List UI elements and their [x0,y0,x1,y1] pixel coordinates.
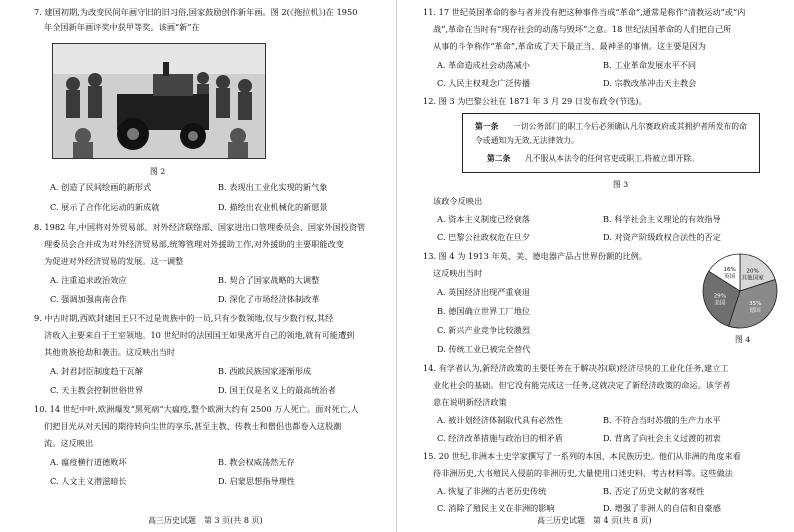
q13-option-a: A. 英国经济出现严重衰退 [437,287,530,297]
q15-option-a: A. 恢复了非洲的古老历史传统 [437,486,547,496]
q11-line3: 从事的斗争称作“革命”,革命成了天下最正当、最神圣的事情。这主要是因为 [433,41,706,51]
pie-category-label-3: 英国 [724,274,736,281]
q9-option-c: C. 天主教会控制世俗世界 [50,385,144,395]
q8-line3: 为促进对外经济贸易的发展。这一调整 [44,256,184,266]
pie-value-label-2: 29% [713,293,727,300]
q14-line3: 意在说明新经济政策 [433,397,507,407]
q9-option-d: D. 国王仅是名义上的最高统治者 [218,385,336,395]
q8-option-c: C. 强调加强南南合作 [50,294,127,304]
q7-option-b: B. 表现出工业化实现的新气象 [218,182,328,192]
pie-value-label-0: 20% [746,268,759,275]
q11-option-d: D. 宗教改革冲击天主教会 [603,78,697,88]
q13-option-d: D. 传统工业已被完全替代 [437,344,531,354]
q8-line2: 理委员会合并成为对外经济贸易部,统筹管理对外援助工作,对外援助的主要职能改变 [44,239,344,249]
right-page-lower [397,0,794,532]
q10-option-b: B. 教会权威荡然无存 [218,457,295,467]
q11-option-b: B. 工业革命发展水平不同 [603,60,697,70]
q7-option-d: D. 描绘出农业机械化的新愿景 [218,202,328,212]
q13-line1: 13. 图 4 为 1913 年英、美、德电器产品占世界份额的比例。 [423,251,648,261]
q10-option-a: A. 瘟疫横行道德败坏 [50,457,127,467]
q12-option-a: A. 资本主义制度已经衰落 [437,214,530,224]
q15-option-b: B. 否定了历史文献的客观性 [603,486,705,496]
q13-option-c: C. 新兴产业竞争比较激烈 [437,325,531,335]
q9-line1: 9. 中古时期,西欧封建国王只不过是贵族中的一员,只有少数领地,仅与少数行权,其经 [34,313,334,323]
q8-option-a: A. 注重追求政治效应 [50,275,127,285]
q9-option-a: A. 封君封臣制度趋于瓦解 [50,366,143,376]
q7-option-c: C. 展示了合作化运动的新成就 [50,202,160,212]
figure-3-caption: 图 3 [613,180,629,189]
q14-option-c: C. 经济改革措施与政治目的相矛盾 [437,433,563,443]
pie-category-label-1: 德国 [749,308,761,315]
q9-option-b: B. 西欧民族国家逐渐形成 [218,366,312,376]
decree-article-2-text: 凡不服从本法令的任何官吏或职工,将被立即开除。 [525,154,700,163]
decree-article-1-head: 第一条 [475,122,499,131]
pie-category-label-0: 其他国家 [741,275,764,282]
pie-category-label-2: 美国 [714,300,726,307]
q7-line1: 7. 建国初期,为改变民间年画守旧的旧习俗,国家鼓励创作新年画。图 2(《拖拉机》)在 1950 [34,7,358,17]
tractor-painting [52,43,266,159]
q7-option-a: A. 创造了民间绘画的新形式 [50,182,152,192]
q15-line2: 待非洲历史,大书殖民入侵前的非洲历史,大量使用口述史料、考古材料等。这些做法 [433,468,733,478]
q8-option-d: D. 深化了市场经济体制改革 [218,294,320,304]
q9-line3: 其他贵族抢劫和袭击。这反映出当时 [44,347,176,357]
page-footer-left: 高三历史试题 第 3 页(共 8 页) [148,516,263,525]
decree-article-2-head: 第二条 [487,154,511,163]
q15-option-c: C. 消除了殖民主义在非洲的影响 [437,503,555,513]
q11-line2: 战”,革命在当时有“现存社会的动荡与毁坏”之意。18 世纪法国革命的人们把自己所 [433,24,732,34]
pie-value-label-1: 35% [748,301,762,308]
q15-line1: 15. 20 世纪,非洲本土史学家撰写了一系列的本国、本民族历史。他们从非洲的角度来看 [423,451,741,461]
q10-option-d: D. 启蒙思想指导理性 [218,476,295,486]
figure-2-caption: 图 2 [150,167,166,176]
q10-line3: 流。这反映出 [44,438,94,448]
q12-stem: 12. 图 3 为巴黎公社在 1871 年 3 月 29 日发布政令(节选)。 [423,96,647,106]
q14-line1: 14. 有学者认为,新经济政策的主要任务在于解决苏(联)经济尽快的工业化任务,建立工 [423,363,729,373]
q14-line2: 业化社会的基础。但它没有能完成这一任务,这就决定了新经济政策的命运。该学者 [433,380,731,390]
q10-line2: 们把目光从对天国的期待转向尘世的享乐,甚至主教、传教士和僧侣也都卷入这股潮 [44,421,342,431]
q10-option-c: C. 人文主义潜滋暗长 [50,476,127,486]
q8-option-b: B. 契合了国家战略的大调整 [218,275,320,285]
q10-line1: 10. 14 世纪中叶,欧洲爆发“黑死病”大瘟疫,整个欧洲大约有 2500 万人死亡。面对死亡,人 [34,404,359,414]
q12-option-c: C. 巴黎公社政权危在旦夕 [437,232,531,242]
decree-article-1-text-a: 一切公务部门的职工今后必须确认凡尔赛政府或其拥护者所发布的命 [513,122,747,131]
q12-option-b: B. 科学社会主义理论的有效指导 [603,214,721,224]
decree-article-1-text-b: 令或通知为无效,无法律效力。 [475,136,579,145]
pie-chart [700,251,780,331]
q15-option-d: D. 增强了非洲人的自信和自豪感 [603,503,721,513]
q13-option-b: B. 德国确立世界工厂地位 [437,306,531,316]
q11-line1: 11. 17 世纪英国革命的参与者并没有把这种事件当成“革命”,通常是称作“清教运动”或“内 [423,7,746,17]
q14-option-a: A. 被计划经济体制取代具有必然性 [437,415,563,425]
q12-option-d: D. 对资产阶级政权合法性的否定 [603,232,721,242]
pie-value-label-3: 16% [723,267,736,274]
q14-option-b: B. 不符合当时苏俄的生产力水平 [603,415,721,425]
q7-line2: 年全国新年画评奖中获甲等奖。该画“新”在 [44,22,200,32]
q11-option-c: C. 人民主权观念广泛传播 [437,78,531,88]
q12-intro: 该政令反映出 [433,196,483,206]
q9-line2: 济收入主要来自于王室领地。10 世纪时的法国国王如果离开自己的领地,就有可能遭到 [44,330,355,340]
q8-line1: 8. 1982 年,中国将对外贸易部、对外经济联络部、国家进出口管理委员会、国家外国投资管 [34,222,366,232]
page-footer-right: 高三历史试题 第 4 页(共 8 页) [537,516,652,525]
figure-4-caption: 图 4 [735,335,751,344]
q14-option-d: D. 背离了向社会主义过渡的初衷 [603,433,721,443]
q13-line2: 这反映出当时 [433,268,483,278]
q11-option-a: A. 革命造成社会动荡减小 [437,60,530,70]
